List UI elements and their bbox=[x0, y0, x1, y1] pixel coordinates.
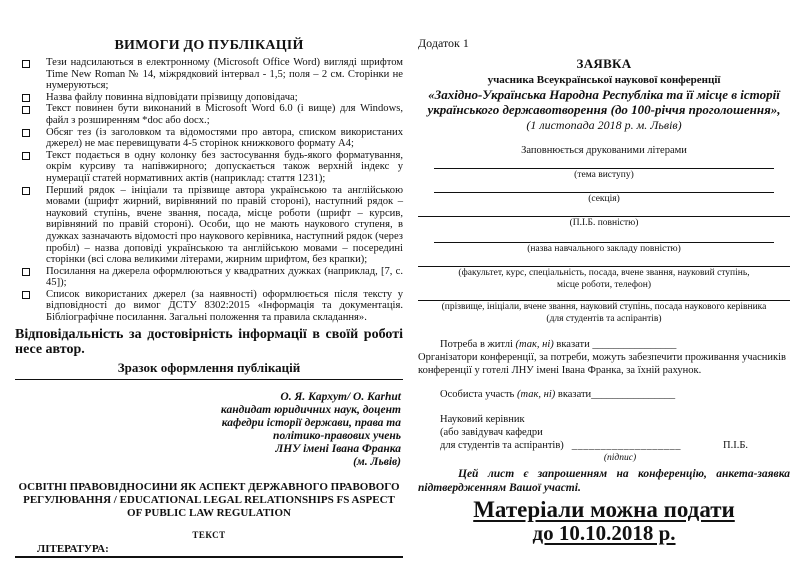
blank-line bbox=[434, 185, 774, 193]
advisor-line: Науковий керівник bbox=[440, 414, 525, 425]
invitation-note: Цей лист є запрошенням на конференцію, анкета-заявка підтвердженням Вашої участі. bbox=[418, 468, 790, 494]
advisor-line: (або завідувач кафедри bbox=[440, 427, 543, 438]
checkbox-bullet-icon bbox=[22, 152, 30, 160]
form-field-name bbox=[418, 209, 790, 229]
form-field-advisor-info bbox=[418, 293, 790, 325]
conference-name: «Західно-Українська Народна Республіка та її місце в історії українського державотворення (до 100-річчя проголошення», bbox=[427, 87, 781, 117]
checkbox-bullet-icon bbox=[22, 187, 30, 195]
checkbox-bullet-icon bbox=[22, 60, 30, 68]
housing-blank: ________________ bbox=[592, 339, 677, 350]
author-university: ЛНУ імені Івана Франка bbox=[275, 442, 401, 455]
housing-indicate: вказати bbox=[553, 339, 593, 350]
requirement-text: Список використаних джерел (за наявності) оформлюється після тексту у відповідності до вимог ДСТУ 8302:2015 «Інформація та документація. Бібліографічне посилання. Загальні положення та правила складання». bbox=[46, 288, 403, 324]
author-name: О. Я. Кархут/ O. Karhut bbox=[280, 390, 401, 403]
blank-line bbox=[434, 161, 774, 169]
deadline-text: Матеріали можна подати bbox=[473, 497, 735, 522]
literature-label: ЛІТЕРАТУРА: bbox=[15, 543, 403, 558]
field-caption: (назва навчального закладу повністю) bbox=[527, 244, 681, 254]
requirement-text: Перший рядок – ініціали та прізвище автора українською та англійською мовами (шрифт жирний, вирівняний по правій стороні), наступний рядок – науковий ступінь, вчене звання, посада, місце роботи (шрифт – курсив, вирівняний по правій стороні). Особи, що не мають наукового ступеня, в дужках зазначають відомості про наукового керівника, наступний рядок (через пробіл) – назва доповіді українською та англійською мовами – посередині сторінки (всі слова великими літерами, жирним шрифтом, без крапки); bbox=[46, 184, 403, 266]
field-caption: місце роботи, телефон) bbox=[556, 280, 652, 290]
checkbox-bullet-icon bbox=[22, 268, 30, 276]
deadline-date bbox=[418, 522, 790, 545]
personal-label: Особиста участь bbox=[440, 389, 517, 400]
requirement-item bbox=[15, 57, 403, 92]
checkbox-bullet-icon bbox=[22, 129, 30, 137]
deadline-date-text: до 10.10.2018 р. bbox=[532, 521, 676, 545]
requirement-item bbox=[15, 103, 403, 126]
requirement-item bbox=[15, 266, 403, 289]
field-caption: (прізвище, ініціали, вчене звання, науковий ступінь, посада наукового керівника bbox=[441, 302, 767, 312]
requirement-item bbox=[15, 127, 403, 150]
sample-thesis-title: ОСВІТНІ ПРАВОВІДНОСИНИ ЯК АСПЕКТ ДЕРЖАВНОГО ПРАВОВОГО РЕГУЛЮВАННЯ / EDUCATIONAL LEGAL RELATIONSHIPS FS ASPECT OF PUBLIC LAW REGULATION bbox=[18, 480, 400, 519]
field-caption: (секція) bbox=[588, 194, 620, 204]
checkbox-bullet-icon bbox=[22, 106, 30, 114]
form-field-institution bbox=[418, 235, 790, 255]
yes-no-hint: (так, ні) bbox=[515, 339, 554, 350]
author-department: політико-правових учень bbox=[273, 429, 401, 442]
requirement-text: Посилання на джерела оформлюються у квадратних дужках (наприклад, [7, с. 45]); bbox=[46, 265, 403, 289]
requirements-column bbox=[15, 38, 403, 558]
annex-label: Додаток 1 bbox=[418, 36, 469, 50]
requirement-item bbox=[15, 150, 403, 185]
sample-heading: Зразок оформлення публікацій bbox=[117, 359, 301, 375]
requirement-text: Тези надсилаються в електронному (Microsoft Office Word) вигляді шрифтом Time New Roman № 14, міжрядковий інтервал - 1,5; поля – 2 см. Сторінки не нумеруються; bbox=[46, 57, 403, 92]
application-subtitle: учасника Всеукраїнської наукової конференції bbox=[487, 74, 721, 86]
author-degree: кандидат юридичних наук, доцент bbox=[220, 403, 401, 416]
blank-line bbox=[418, 293, 790, 301]
field-caption: (тема виступу) bbox=[574, 170, 634, 180]
advisor-signature-row bbox=[440, 439, 790, 452]
field-caption: (факультет, курс, спеціальність, посада, вчене звання, науковий ступінь, bbox=[458, 268, 750, 278]
requirement-text: Назва файлу повинна відповідати прізвищу доповідача; bbox=[46, 91, 298, 103]
personal-participation-line bbox=[418, 388, 790, 401]
pib-label: П.І.Б. bbox=[723, 440, 749, 451]
checkbox-bullet-icon bbox=[22, 291, 30, 299]
field-caption: (П.І.Б. повністю) bbox=[569, 218, 639, 228]
text-placeholder-label: ТЕКСТ bbox=[192, 529, 226, 540]
blank-line bbox=[418, 259, 790, 267]
requirement-item bbox=[15, 92, 403, 104]
author-department: кафедри історії держави, права та bbox=[221, 416, 401, 429]
blank-line bbox=[434, 235, 774, 243]
application-column bbox=[418, 36, 790, 545]
personal-indicate: вказати bbox=[555, 389, 592, 400]
requirement-text: Текст подається в одну колонку без застосування будь-якого форматування, окрім курсиву та напівжирного; допускається також верхній індекс у нумерації статей нормативних актів (наприклад: стаття 1231); bbox=[46, 149, 403, 184]
housing-label: Потреба в житлі bbox=[440, 339, 516, 350]
application-title: ЗАЯВКА bbox=[576, 56, 632, 71]
form-field-position bbox=[418, 259, 790, 291]
requirements-title: ВИМОГИ ДО ПУБЛІКАЦІЙ bbox=[114, 38, 304, 53]
deadline-heading bbox=[418, 497, 790, 522]
personal-blank: ________________ bbox=[591, 389, 676, 400]
housing-line bbox=[418, 338, 790, 351]
requirement-item bbox=[15, 289, 403, 324]
author-block bbox=[15, 391, 403, 469]
blank-line bbox=[418, 209, 790, 217]
form-field-topic bbox=[418, 161, 790, 181]
housing-note: Організатори конференції, за потреби, можуть забезпечити проживання учасників конференції у готелі ЛНУ імені Івана Франка, за їхній рахунок. bbox=[418, 352, 787, 376]
checkbox-bullet-icon bbox=[22, 94, 30, 102]
requirement-item bbox=[15, 185, 403, 266]
field-caption: (для студентів та аспірантів) bbox=[546, 314, 662, 324]
signature-caption: (підпис) bbox=[603, 453, 637, 463]
requirement-text: Обсяг тез (із заголовком та відомостями про автора, списком використаних джерел) не має перевищувати 4-5 сторінок книжкового формату А4; bbox=[46, 126, 403, 150]
form-field-section bbox=[418, 185, 790, 205]
divider-line bbox=[15, 379, 403, 380]
advisor-line: для студентів та аспірантів) bbox=[440, 440, 564, 451]
fill-instruction: Заповнюється друкованими літерами bbox=[521, 145, 687, 156]
author-city: (м. Львів) bbox=[353, 455, 401, 468]
requirement-text: Текст повинен бути виконаний в Microsoft Word 6.0 (і вище) для Windows, файл з розширенням *doc або docx.; bbox=[46, 103, 403, 126]
advisor-block bbox=[418, 413, 790, 465]
yes-no-hint: (так, ні) bbox=[516, 389, 556, 400]
responsibility-note: Відповідальність за достовірність інформації в своїй роботі несе автор. bbox=[15, 326, 403, 358]
conference-date-place: (1 листопада 2018 р. м. Львів) bbox=[526, 118, 682, 132]
signature-blank: ___________________ bbox=[571, 440, 682, 451]
